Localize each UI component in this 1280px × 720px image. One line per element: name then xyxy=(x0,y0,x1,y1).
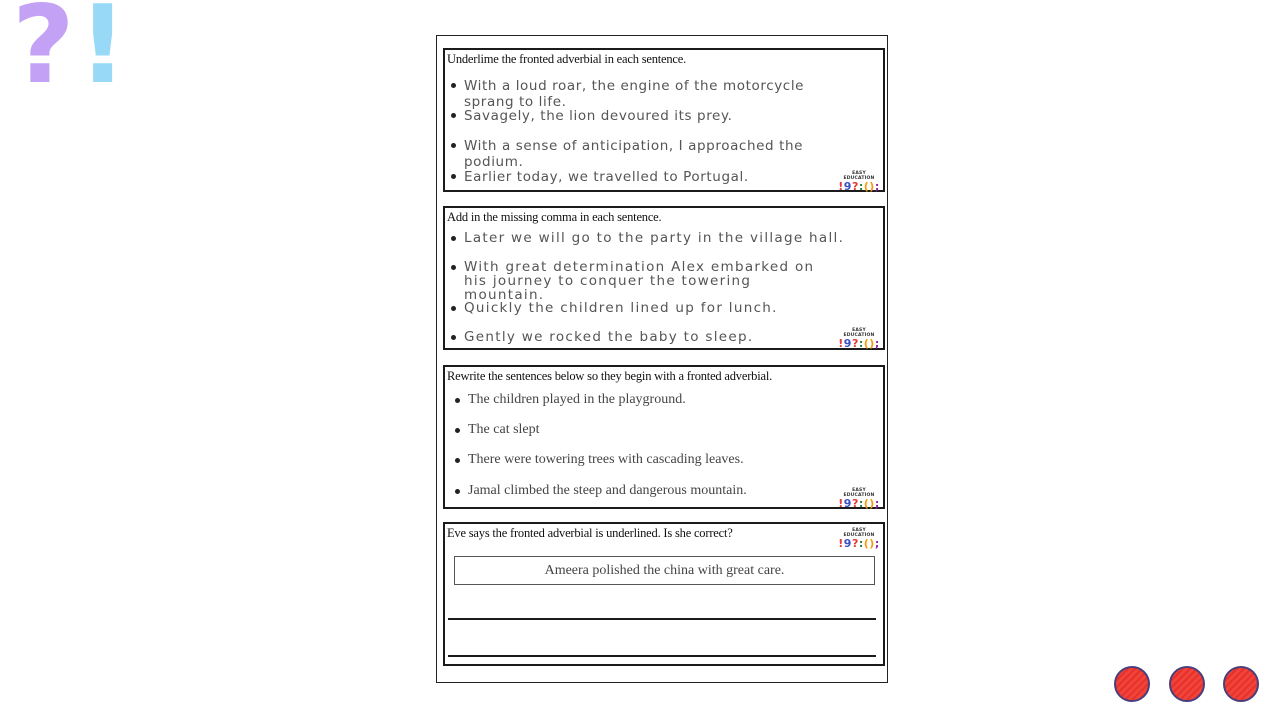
sentence-text: With a loud roar, the engine of the motorcycle sprang to life. xyxy=(464,78,805,110)
bullet-icon xyxy=(451,113,456,118)
logo-text: EASY EDUCATION xyxy=(843,488,875,498)
section-rewrite-sentences xyxy=(443,365,885,509)
list-item xyxy=(451,231,849,245)
bullet-icon xyxy=(451,236,456,241)
sentence-text: Later we will go to the party in the village hall. xyxy=(464,230,845,246)
sentence-text: Quickly the children lined up for lunch. xyxy=(464,300,778,316)
sentence-text: There were towering trees with cascading leaves. xyxy=(468,452,744,467)
easy-education-logo xyxy=(837,528,881,550)
list-item xyxy=(451,78,849,110)
section-eve-question xyxy=(443,522,885,666)
logo-text: EASY EDUCATION xyxy=(843,328,875,338)
bullet-icon xyxy=(451,83,456,88)
red-circle-button-2[interactable] xyxy=(1169,666,1205,702)
bullet-icon xyxy=(455,458,460,463)
list-item xyxy=(455,483,849,499)
list-item xyxy=(451,330,849,344)
bullet-icon xyxy=(455,428,460,433)
exclamation-mark-decoration: ! xyxy=(78,0,128,108)
logo-marks: !9?:(); xyxy=(838,337,880,350)
logo-marks: !9?:(); xyxy=(838,497,880,510)
logo-marks: !9?:(); xyxy=(838,180,880,193)
logo-text: EASY EDUCATION xyxy=(843,528,875,538)
logo-marks: !9?:(); xyxy=(838,537,880,550)
answer-line[interactable] xyxy=(448,655,876,657)
section-underline-adverbial xyxy=(443,48,885,192)
bullet-icon xyxy=(451,174,456,179)
list-item xyxy=(451,169,849,185)
easy-education-logo xyxy=(837,488,881,510)
example-sentence-box xyxy=(454,556,875,585)
bullet-icon xyxy=(451,335,456,340)
list-item xyxy=(451,108,849,124)
answer-line[interactable] xyxy=(448,618,876,620)
sentence-text: Savagely, the lion devoured its prey. xyxy=(464,108,733,124)
bullet-icon xyxy=(451,143,456,148)
list-item xyxy=(455,422,849,438)
section-title: Underlime the fronted adverbial in each sentence. xyxy=(447,52,687,66)
list-item xyxy=(451,138,849,170)
easy-education-logo xyxy=(837,328,881,350)
sentence-text: With great determination Alex embarked on his journey to conquer the towering mountain. xyxy=(464,259,815,303)
bullet-icon xyxy=(455,398,460,403)
sentence-text: With a sense of anticipation, I approached the podium. xyxy=(464,138,804,170)
section-title: Add in the missing comma in each sentence. xyxy=(447,210,662,224)
red-circle-button-1[interactable] xyxy=(1114,666,1150,702)
sentence-text: The cat slept xyxy=(468,422,540,437)
section-title: Eve says the fronted adverbial is underlined. Is she correct? xyxy=(447,526,733,540)
section-missing-comma xyxy=(443,206,885,350)
list-item xyxy=(455,452,849,468)
list-item xyxy=(451,301,849,315)
question-mark-decoration: ? xyxy=(12,0,75,108)
list-item xyxy=(451,260,831,302)
section-title: Rewrite the sentences below so they begin with a fronted adverbial. xyxy=(447,369,773,383)
worksheet xyxy=(436,35,888,683)
sentence-text: The children played in the playground. xyxy=(468,392,686,407)
red-circle-button-3[interactable] xyxy=(1223,666,1259,702)
bullet-icon xyxy=(451,265,456,270)
bullet-icon xyxy=(455,489,460,494)
easy-education-logo xyxy=(837,171,881,193)
example-sentence: Ameera polished the china with great care. xyxy=(544,562,785,578)
logo-text: EASY EDUCATION xyxy=(843,171,875,181)
bullet-icon xyxy=(451,306,456,311)
list-item xyxy=(455,392,849,408)
sentence-text: Gently we rocked the baby to sleep. xyxy=(464,329,754,345)
sentence-text: Earlier today, we travelled to Portugal. xyxy=(464,169,749,185)
sentence-text: Jamal climbed the steep and dangerous mountain. xyxy=(468,483,747,498)
